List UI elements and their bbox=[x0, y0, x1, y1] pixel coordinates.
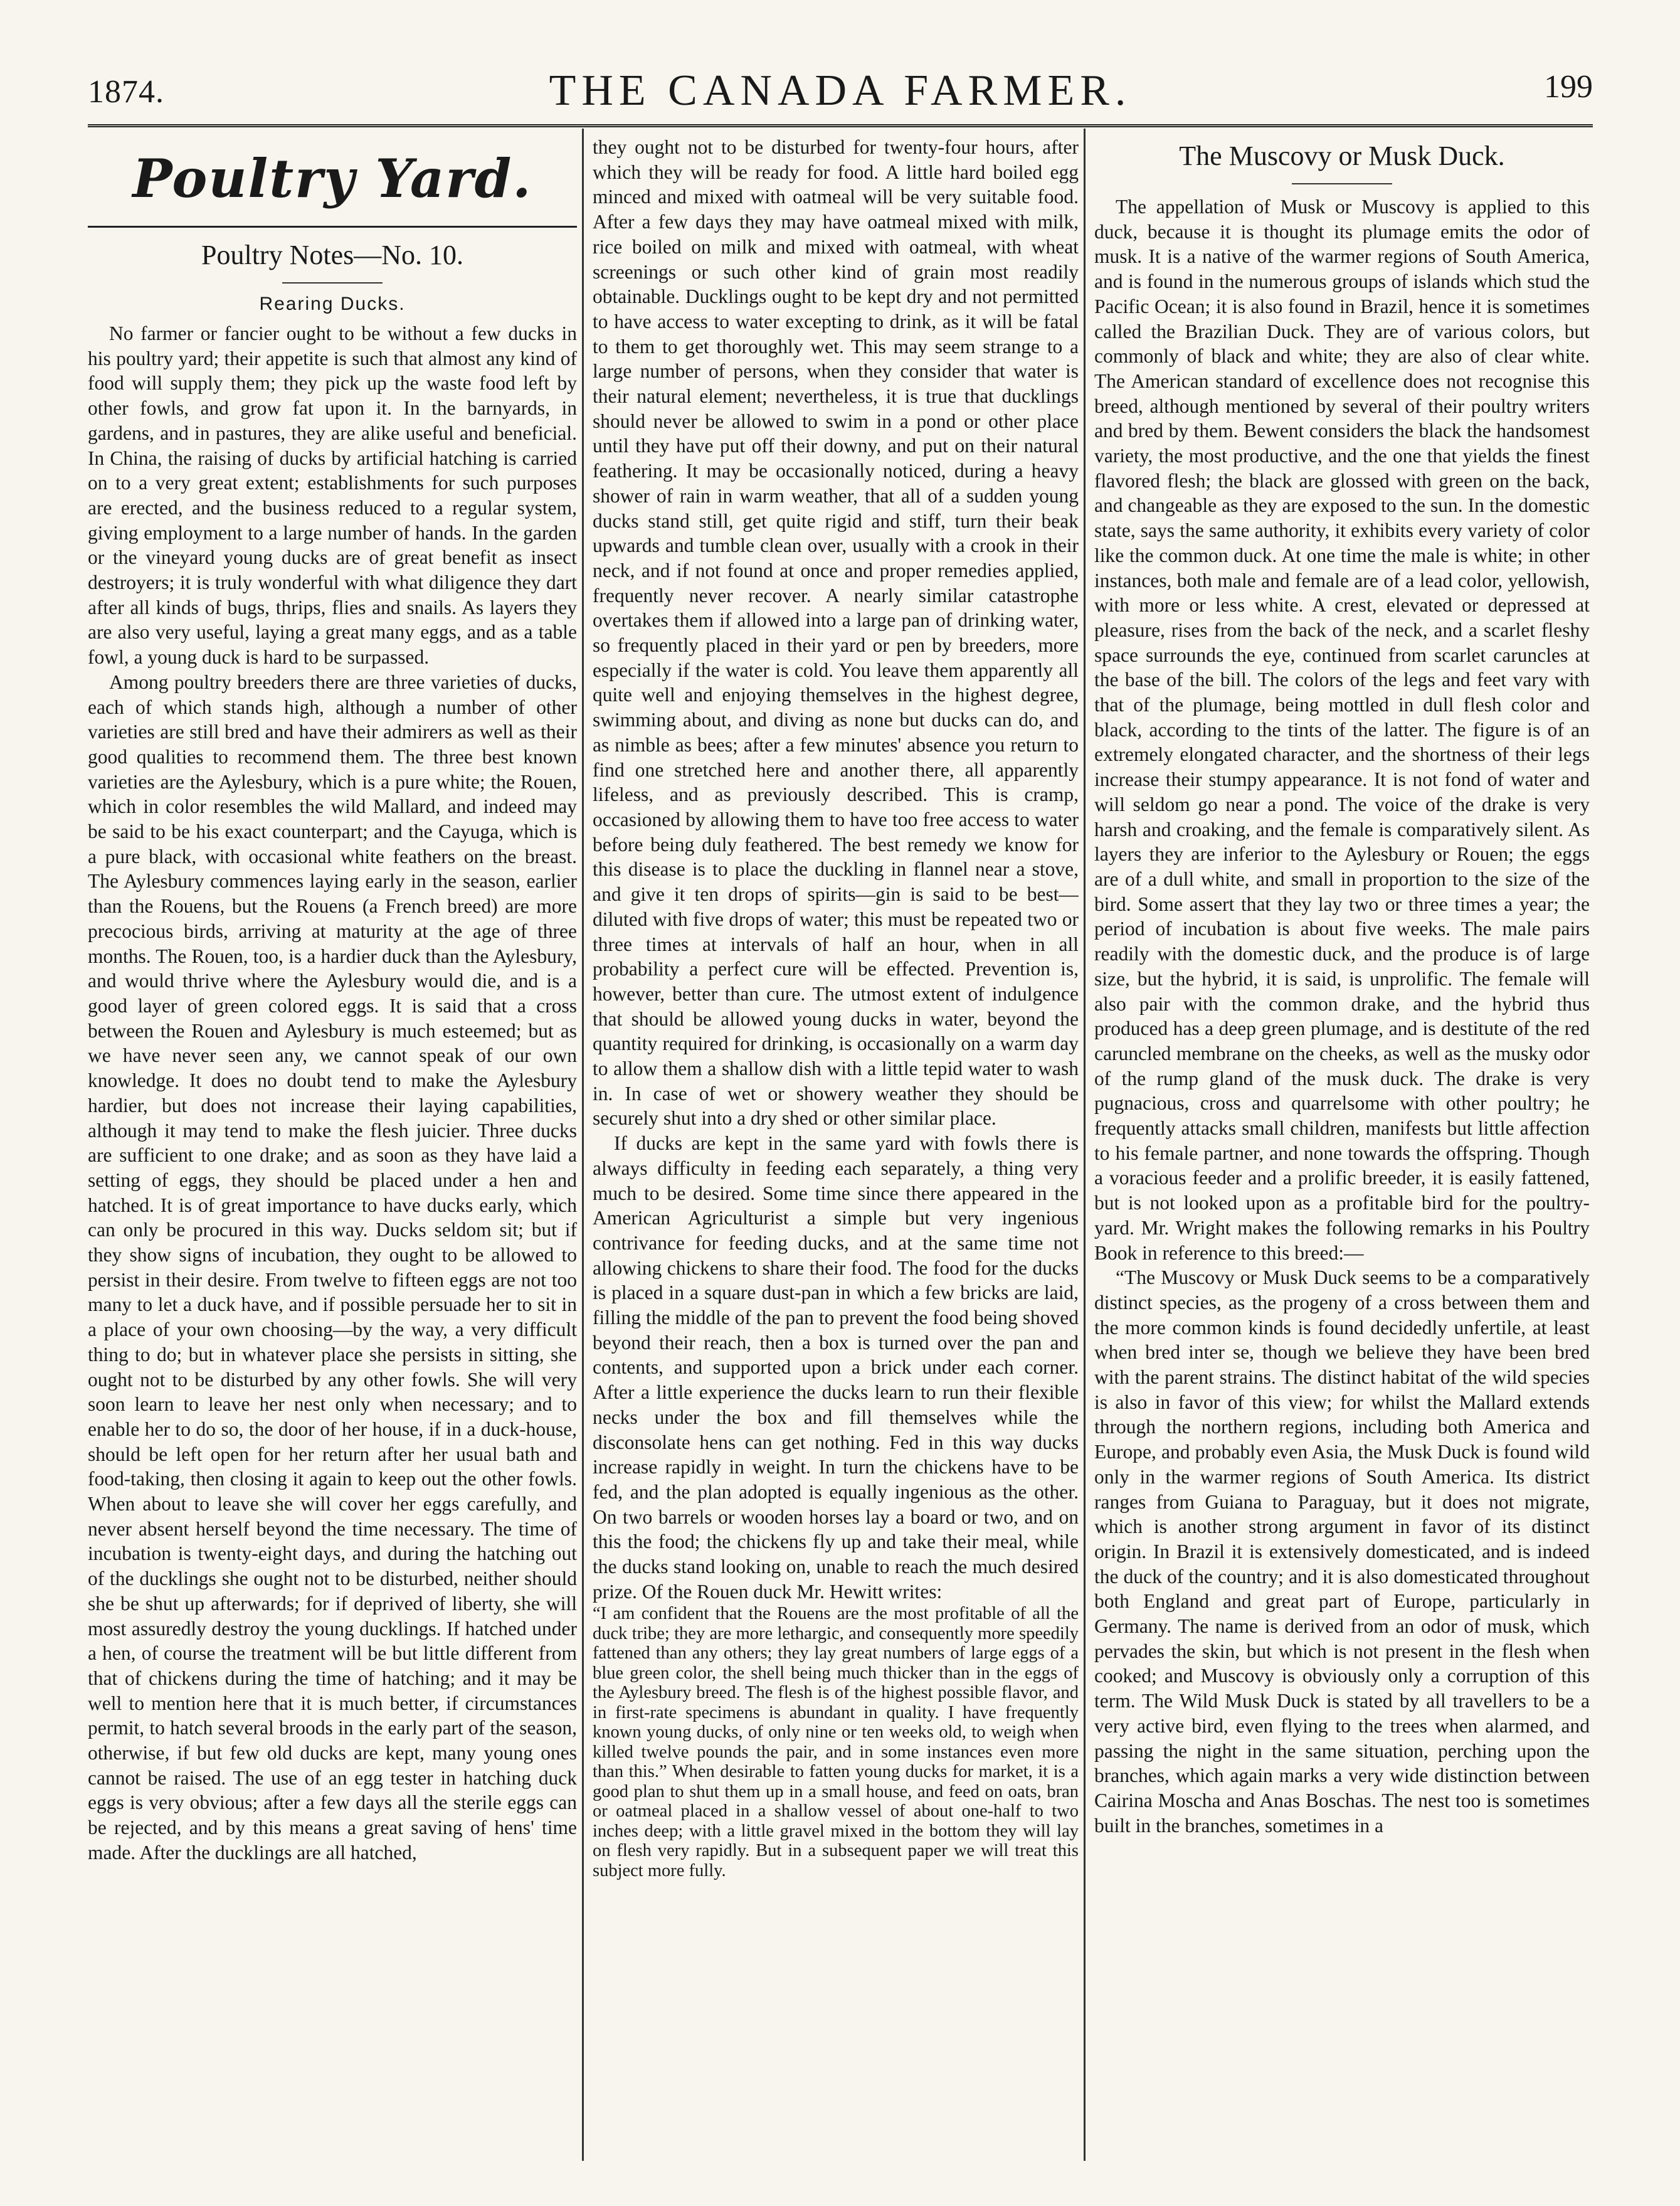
page-number: 199 bbox=[1544, 69, 1593, 105]
column-1 bbox=[88, 135, 577, 2155]
paragraph: they ought not to be disturbed for twenty-four hours, after which they will be ready for food. A little hard boiled egg minced and mixed with oatmeal will be very suitable food. After a few days they may have oatmeal mixed with milk, rice boiled on milk and mixed with oatmeal, with wheat screenings or such other kind of grain most readily obtainable. Ducklings ought to be kept dry and not permitted to have access to water excepting to drink, as it will be fatal to them to get thoroughly wet. This may seem strange to a large number of persons, when they consider that water is their natural element; nevertheless, it is true that ducklings should never be allowed to swim in a pond or other place until they have put off their downy, and put on their natural feathering. It may be occasionally noticed, during a heavy shower of rain in warm weather, that all of a sudden young ducks stand still, get quite rigid and stiff, turn their beak upwards and tumble clean over, usually with a crook in their neck, and if not found at once and proper remedies applied, frequently never recover. A nearly similar catastrophe overtakes them if allowed into a large pan of drinking water, so frequently placed in their yard or pen by breeders, more especially if the water is cold. You leave them apparently all quite well and enjoying themselves in the highest degree, swimming about, and diving as none but ducks can do, and as nimble as bees; after a few minutes' absence you return to find one stretched here and another there, all apparently lifeless, and as previously described. This is cramp, occasioned by allowing them to have too free access to water before being duly feathered. The best remedy we know for this disease is to place the duckling in flannel near a stove, and give it ten drops of spirits—gin is said to be best—diluted with five drops of water; this must be repeated two or three times at intervals of half an hour, when in all probability a perfect cure will be effected. Prevention is, however, better than cure. The utmost extent of indulgence that should be allowed young ducks in water, beyond the quantity required for drinking, is occasionally on a warm day to allow them a shallow dish with a little tepid water to wash in. In case of wet or showery weather they should be securely shut into a dry shed or other similar place. bbox=[593, 136, 1079, 1130]
column-divider bbox=[582, 129, 584, 2161]
masthead bbox=[88, 60, 1593, 122]
article-title: Poultry Notes—No. 10. bbox=[201, 240, 463, 270]
title-rule bbox=[1292, 183, 1392, 184]
section-rule bbox=[88, 226, 577, 228]
column-3 bbox=[1094, 135, 1590, 2155]
quoted-paragraph: “I am confident that the Rouens are the most profitable of all the duck tribe; they are more lethargic, and consequently more speedily fattened than any others; they lay great numbers of large eggs of a blue green color, the shell being much thicker than in the eggs of the Aylesbury breed. The flesh is of the highest possible flavor, and in first-rate specimens is abundant in quality. I have frequently known young ducks, of only nine or ten weeks old, to weigh when killed twelve pounds the pair, and in some instances even more than this.” When desirable to fatten young ducks for market, it is a good plan to shut them up in a small house, and feed on oats, bran or oatmeal placed in a shallow vessel of about one-half to two inches deep; with a little gravel mixed in the bottom they will lay on flesh very rapidly. But in a subsequent paper we will treat this subject more fully. bbox=[593, 1604, 1079, 1880]
quoted-paragraph: “The Muscovy or Musk Duck seems to be a comparatively distinct species, as the progeny of a cross between them and the more common kinds is found decidedly unfertile, at least when bred inter se, though we believe they have been bred with the parent strains. The distinct habitat of the wild species is also in favor of this view; for whilst the Mallard extends through the northern regions, including both America and Europe, and probably even Asia, the Musk Duck is found wild only in the warmer regions of South America. Its district ranges from Guiana to Paraguay, but it does not migrate, which is another strong argument in favor of its distinct origin. In Brazil it is extensively domesticated, and is indeed the duck of the country; and it is also domesticated throughout both England and great part of Europe, particularly in Germany. The name is derived from an odor of musk, which pervades the skin, but which is not present in the flesh when cooked; and Muscovy is obviously only a corruption of this term. The Wild Musk Duck is stated by all travellers to be a very active bird, even flying to the trees when alarmed, and passing the night in the same situation, perching upon the branches, which again marks a very wide distinction between Cairina Moscha and Anas Boschas. The nest too is sometimes built in the branches, sometimes in a bbox=[1094, 1266, 1590, 1837]
masthead-rule bbox=[88, 124, 1593, 127]
article-title: The Muscovy or Musk Duck. bbox=[1179, 141, 1505, 171]
paragraph: If ducks are kept in the same yard with fowls there is always difficulty in feeding each separately, a thing very much to be desired. Some time since there appeared in the American Agriculturist a simple but very ingenious contrivance for feeding ducks, and at the same time not allowing chickens to share their food. The food for the ducks is placed in a square dust-pan in which a few bricks are laid, filling the middle of the pan to prevent the food being shoved beyond their reach, then a box is turned over the pan and contents, and supported upon a brick under each corner. After a little experience the ducks learn to run their flexible necks under the box and fill themselves while the disconsolate hens can get nothing. Fed in this way ducks increase rapidly in weight. In turn the chickens have to be fed, and the plan adopted is equally ingenious as the other. On two barrels or wooden horses lay a board or two, and on this the food; the chickens fly up and take their meal, while the ducks stand looking on, unable to reach the much desired prize. Of the Rouen duck Mr. Hewitt writes: bbox=[593, 1132, 1079, 1603]
paragraph: No farmer or fancier ought to be without a few ducks in his poultry yard; their appetite is such that almost any kind of food will supply them; they pick up the waste food left by other fowls, and grow fat upon it. In the barnyards, in gardens, and in pastures, they are alike useful and beneficial. In China, the raising of ducks by artificial hatching is carried on to a very great extent; establishments for such purposes are erected, and the business reduced to a regular system, giving employment to a large number of hands. In the garden or the vineyard young ducks are of great benefit as insect destroyers; it is truly wonderful with what diligence they dart after all kinds of bugs, thrips, flies and snails. As layers they are also very useful, laying a great many eggs, and as a table fowl, a young duck is hard to be surpassed. bbox=[88, 322, 577, 669]
title-rule bbox=[282, 282, 383, 284]
issue-year: 1874. bbox=[88, 74, 164, 110]
paragraph: Among poultry breeders there are three varieties of ducks, each of which stands high, although a number of other varieties are still bred and have their admirers as well as their good qualities to recommend them. The three best known varieties are the Aylesbury, which is a pure white; the Rouen, which in color resembles the wild Mallard, and indeed may be said to be his exact counterpart; and the Cayuga, which is a pure black, with occasional white feathers on the breast. The Aylesbury commences laying early in the season, earlier than the Rouens, but the Rouens (a French breed) are more precocious birds, arriving at maturity at the age of three months. The Rouen, too, is a hardier duck than the Aylesbury, and would thrive where the Aylesbury would die, and is a good layer of green colored eggs. It is said that a cross between the Rouen and Aylesbury is much esteemed; but as we have never seen any, we cannot speak of our own knowledge. It does no doubt tend to make the Aylesbury hardier, but does not increase their laying capabilities, although it may tend to make the flesh juicier. Three ducks are sufficient to one drake; and as soon as they have laid a setting of eggs, they should be placed under a hen and hatched. It is of great importance to have ducks early, which can only be procured in this way. Ducks seldom sit; but if they show signs of incubation, they ought to be allowed to persist in their desire. From twelve to fifteen eggs are not too many to let a duck have, and if possible persuade her to sit in a place of your own choosing—by the way, a very difficult thing to do; but in whatever place she persists in sitting, she ought not to be disturbed by any other fowls. She will very soon learn to leave her nest only when necessary; and to enable her to do so, the door of her house, if in a duck-house, should be left open for her return after her usual bath and food-taking, then closing it again to keep out the other fowls. When about to leave she will cover her eggs carefully, and never absent herself beyond the time necessary. The time of incubation is twenty-eight days, and during the hatching out of the ducklings she ought not to be disturbed, neither should she be shut up afterwards; for if deprived of liberty, she will most assuredly destroy the young ducklings. If hatched under a hen, of course the treatment will be but little different from that of chickens during the time of hatching; and it may be well to mention here that it is much better, if circumstances permit, to hatch several broods in the early part of the season, otherwise, if but few old ducks are kept, many young ones cannot be raised. The use of an egg tester in hatching duck eggs is very obvious; after a few days all the sterile eggs can be rejected, and by this means a great saving of hens' time made. After the ducklings are all hatched, bbox=[88, 671, 577, 1864]
column-divider bbox=[1084, 129, 1086, 2161]
publication-title: THE CANADA FARMER. bbox=[549, 66, 1132, 115]
paragraph: The appellation of Musk or Muscovy is applied to this duck, because it is thought its plumage emits the odor of musk. It is a native of the warmer regions of South America, and is found in the numerous groups of islands which stud the Pacific Ocean; it is also found in Brazil, hence it is sometimes called the Brazilian Duck. They are of various colors, but commonly of black and white; they are also of clear white. The American standard of excellence does not recognise this breed, although mentioned by several of their poultry writers and bred by them. Bewent considers the black the handsomest variety, the most productive, and the one that yields the finest flavored flesh; the black are glossed with green on the back, and changeable as they are exposed to the sun. In the domestic state, says the same authority, it exhibits every variety of color like the common duck. At one time the male is white; in other instances, both male and female are of a lead color, yellowish, with more or less white. A crest, elevated or depressed at pleasure, rises from the back of the neck, and a scarlet fleshy space surrounds the eye, continued from scarlet caruncles at the base of the bill. The colors of the legs and feet vary with that of the plumage, being mottled in dull flesh color and black, according to the tints of the latter. The figure is of an extremely elongated character, and the shortness of their legs increase their stumpy appearance. It is not fond of water and will seldom go near a pond. The voice of the drake is very harsh and croaking, and the female is comparatively silent. As layers they are inferior to the Aylesbury or Rouen; the eggs are of a dull white, and small in proportion to the size of the bird. Some assert that they lay two or three times a year; the period of incubation is about five weeks. The male pairs readily with the domestic duck, and the produce is of large size, but the hybrid, it is said, is unprolific. The female will also pair with the common drake, and the hybrid thus produced has a deep green plumage, and is destitute of the red caruncled membrane on the cheeks, as well as the musky odor of the rump gland of the musk duck. The drake is very pugnacious, cross and quarrelsome with other poultry; he frequently attacks small children, manifests but little affection to his female partner, and none towards the offspring. Though a voracious feeder and a prolific breeder, it is easily fattened, but is not looked upon as a profitable bird for the poultry-yard. Mr. Wright makes the following remarks in his Poultry Book in reference to this breed:— bbox=[1094, 196, 1590, 1264]
column-2 bbox=[593, 135, 1079, 2155]
section-heading: Poultry Yard. bbox=[132, 147, 532, 209]
article-subheading: Rearing Ducks. bbox=[259, 294, 406, 314]
